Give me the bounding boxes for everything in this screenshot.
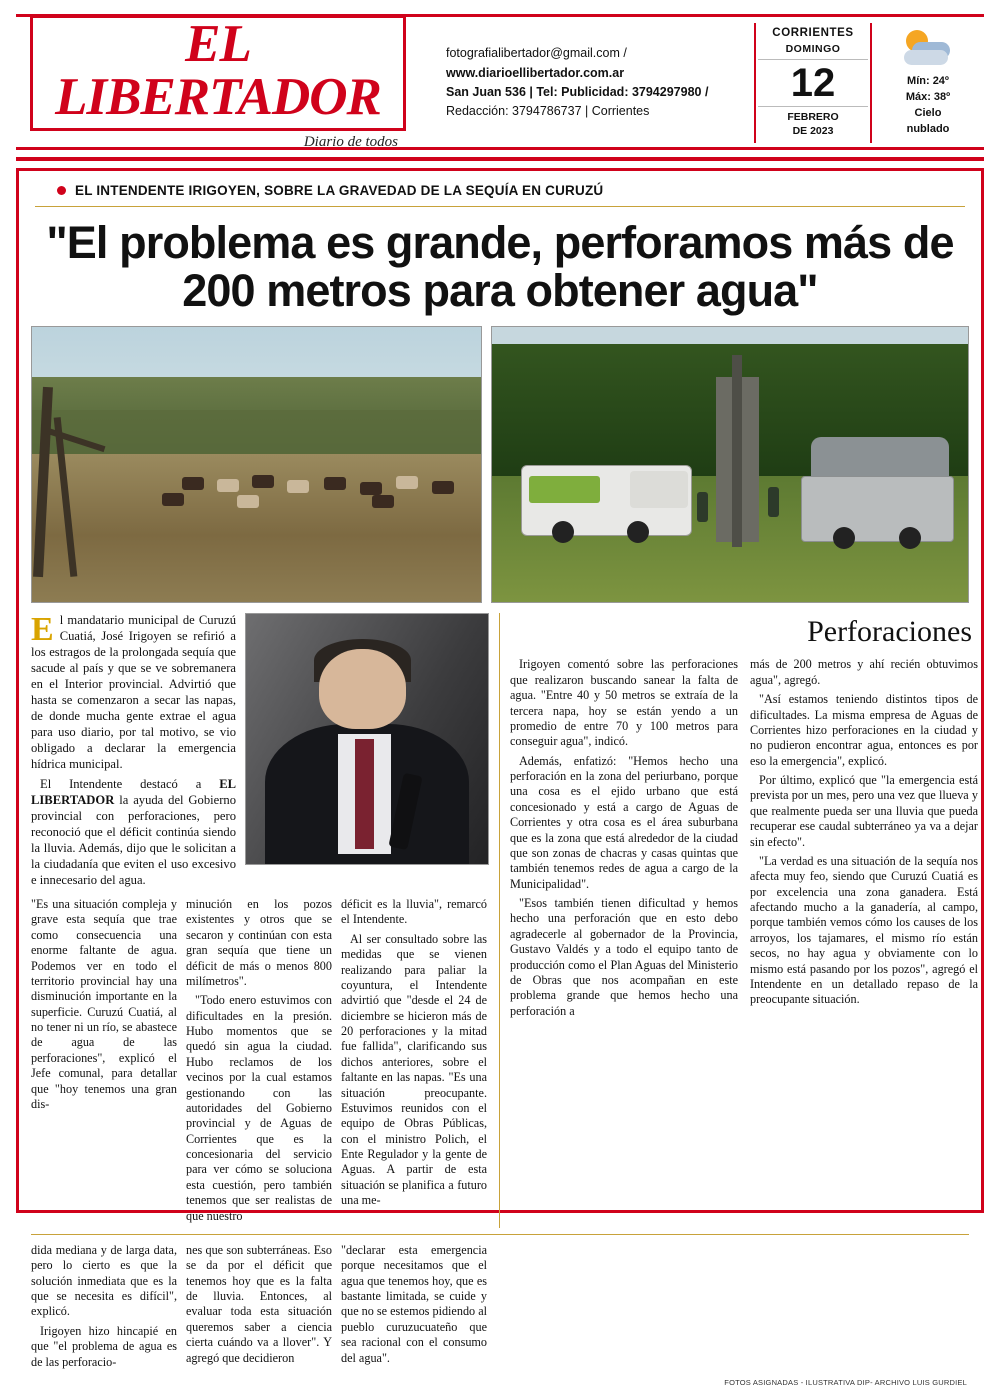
photo-portrait-irigoyen [245, 613, 489, 865]
paragraph: más de 200 metros y ahí recién obtuvimos agua", agregó. [750, 657, 978, 687]
weather-desc-line2: nublado [906, 122, 950, 135]
paragraph: déficit es la lluvia", remarcó el Intendente. [341, 897, 487, 927]
lead-body: l mandatario municipal de Curuzú Cuatiá, José Irigoyen se refirió a los estragos de la prolongada sequía que sacude al país y que se ve sobremanera en el Interior provincial. Advirtió que hasta se comenzaron a secar las napas, de donde mucha gente extrae el agua para uso diario, por tal motivo, se vio obligado a declarar la emergencia hídrica municipal. [31, 613, 236, 772]
paragraph: "La verdad es una situación de la sequía nos afecta muy feo, siendo que Curuzú Cuatiá es por excelencia una zona ganadera. Está afectando mucho a la ganadería, al campo, porque también vemos cómo los causes de los arroyos, los tajamares, el mismo río están secos, no hay agua y obviamente con lo mismo está pasando por los pozos", agregó el Intendente en un detallado repaso de la preocupante situación. [750, 853, 978, 1007]
page-title: "El problema es grande, perforamos más de 200 metros para obtener agua" [46, 217, 954, 316]
paragraph: dida mediana y de larga data, pero lo cierto es que la solución inmediata que es la que se necesita es difícil", explicó. [31, 1242, 177, 1319]
date-city: CORRIENTES [772, 27, 854, 40]
date-year: DE 2023 [792, 125, 834, 137]
photo-row [31, 326, 969, 603]
paragraph: minución en los pozos existentes y otros que se secaron y continúan con esta gran sequía que tiene un déficit de más o menos 800 milímetros". [186, 897, 332, 988]
masthead [16, 14, 984, 150]
paragraph: "Todo enero estuvimos con dificultades en la presión. Hubo momentos que se quedó sin agua la ciudad. Hubo reclamos de los vecinos por la cual estamos gestionando con las autoridades del Gobierno provincial y de Aguas de Corrientes que es la concesionaria del servicio para ver cómo se soluciona esta cuestión, pero también tenemos que ser realistas de que nuestro [186, 993, 332, 1223]
divider-red [16, 157, 984, 161]
contact-email[interactable]: fotografialibertador@gmail.com / [446, 46, 627, 61]
right-column-group [499, 613, 978, 1228]
weather-min: Mín: 24º [907, 75, 949, 88]
date-day: 12 [758, 59, 868, 107]
contact-block [406, 23, 754, 143]
left-col-3 [341, 897, 487, 1228]
paragraph: "Esos también tienen dificultad y hemos hecho una perforación que en esto debo agradecerle al gobernador de la Provincia, Gustavo Valdés y a todo el equipo tanto de producción como el Plan Aguas del Ministerio de Obras que nos acompañan en este problema grande que hemos hecho una perforación a [510, 896, 738, 1018]
dropcap: E [31, 611, 54, 649]
divider-gold [35, 206, 965, 207]
section-title: Perforaciones [807, 615, 972, 649]
newspaper-logo: EL LIBERTADOR [30, 15, 406, 131]
bottom-col-3 [341, 1243, 487, 1374]
paragraph: "declarar esta emergencia porque necesitamos que el agua que tenemos hoy, que es bastante limitada, se cuide y que no se estemos pidiendo al pueblo curuzucuateño que sea racional con el consumo del agua". [341, 1242, 487, 1365]
newspaper-tagline: Diario de todos [303, 134, 398, 150]
left-three-columns [31, 897, 489, 1228]
sun-behind-cloud-icon [900, 28, 956, 70]
divider-gold-bottom [31, 1234, 969, 1235]
right-col-2 [750, 657, 978, 1023]
paragraph: Irigoyen comentó sobre las perforaciones que realizaron buscando sanear la falta de agua. "Entre 40 y 50 metros se extraía de la tercera napa, hoy se están yendo a un promedio de entre 70 y 100 metros para conseguir agua", indicó. [510, 657, 738, 749]
paragraph: "Es una situación compleja y grave esta sequía que trae como consecuencia una enorme faltante de agua. Podemos ver en todo el territorio provincial hay una disminución importante en la superficie. Curuzú Cuatiá, al no tener ni un río, se abastece de agua de las perforaciones", explicó el Jefe comunal, para detallar que "hoy tenemos una gran dis- [31, 897, 177, 1111]
left-column-group [31, 613, 489, 1228]
paragraph: "Así estamos teniendo distintos tipos de dificultades. La misma empresa de Aguas de Corrientes hizo perforaciones en la ciudad y no pudieron encontrar agua, entonces es por eso la emergencia", explicó. [750, 692, 978, 768]
photo-credit: FOTOS ASIGNADAS - ILUSTRATIVA DIP- ARCHIVO LUIS GURDIEL [724, 1377, 967, 1387]
left-col-1 [31, 897, 177, 1228]
contact-website[interactable]: www.diarioellibertador.com.ar [446, 65, 625, 80]
kicker [31, 181, 969, 206]
paragraph: Irigoyen hizo hincapié en que "el problema de agua es de las perforacio- [31, 1323, 177, 1369]
bottom-col-1 [31, 1243, 177, 1374]
lead-paragraph [31, 613, 236, 889]
logo-block [16, 15, 406, 150]
left-col-2 [186, 897, 332, 1228]
right-two-columns [510, 657, 978, 1023]
bottom-col-2 [186, 1243, 332, 1374]
lead2-pre: El Intendente destacó a [40, 777, 220, 792]
date-month: FEBRERO [787, 111, 839, 124]
paragraph: Al ser consultado sobre las medidas que se vienen realizando para paliar la coyuntura, el Intendente advirtió que "desde el 24 de diciembre se hicieron más de 20 perforaciones y la mitad fue fallida", clarificando sus dichos anteriores, sobre el faltante en las napas. "Es una situación preocupante. Estuvimos reunidos con el equipo de Obras Públicas, con el ministro Polich, el Ente Regulador y la gente de Aguas. A partir de esta situación se planifica a futuro una me- [341, 931, 487, 1208]
contact-newsroom: Redacción: 3794786737 | Corrientes [446, 104, 650, 119]
weather-block [872, 23, 984, 143]
lead2-post: la ayuda del Gobierno provincial con perforaciones, pero reconoció que el déficit continúa siendo la lluvia. Además, dijo que le solicitan a la ciudadanía que eviten el uso excesivo e innecesario del agua. [31, 793, 236, 888]
paragraph: Por último, explicó que "la emergencia está prevista por un mes, pero una vez que llueva y que realmente pueda ser una lluvia que pueda recuperar ese caudal subterráneo ya va a dejar sin efecto". [750, 773, 978, 849]
weather-desc-line1: Cielo [914, 107, 942, 119]
paragraph: nes que son subterráneas. Eso se da por el déficit que tenemos hoy que es la falta de lluvia. Entonces, al evaluar toda esta situación queremos saber a ciencia cierta cuándo va a llover". Y agregó que decidieron [186, 1242, 332, 1365]
photo-drilling-rig [491, 326, 969, 603]
lower-section [31, 611, 978, 1228]
article-frame [16, 168, 984, 1387]
right-col-1 [510, 657, 738, 1023]
contact-address-text: San Juan 536 | Tel: Publicidad: 3794297980 / [446, 85, 709, 99]
lead-row [31, 613, 489, 889]
contact-address [446, 83, 754, 102]
lead-second-paragraph [31, 777, 236, 889]
lead2-bold: EL LIBERTADOR [31, 777, 236, 808]
bottom-columns [31, 1243, 969, 1374]
weather-max: Máx: 38º [905, 91, 951, 104]
date-weekday: DOMINGO [785, 43, 841, 56]
paragraph: Además, enfatizó: "Hemos hecho una perforación en la zona del periurbano, porque una cosa es el ejido urbano que está concesionado y está a cargo de Aguas de Corrientes y otra cosa es el área suburbana que es la zona que está alrededor de la ciudad que son zonas de chacras y casas quintas que también tenemos redes de agua a cargo de la Municipalidad". [510, 753, 738, 891]
date-block [754, 23, 872, 143]
bullet-icon [57, 186, 66, 195]
photo-cattle-field [31, 326, 482, 603]
bottom-spacer [496, 1243, 692, 1374]
kicker-label: EL INTENDENTE IRIGOYEN, SOBRE LA GRAVEDAD DE LA SEQUÍA EN CURUZÚ [75, 183, 604, 198]
